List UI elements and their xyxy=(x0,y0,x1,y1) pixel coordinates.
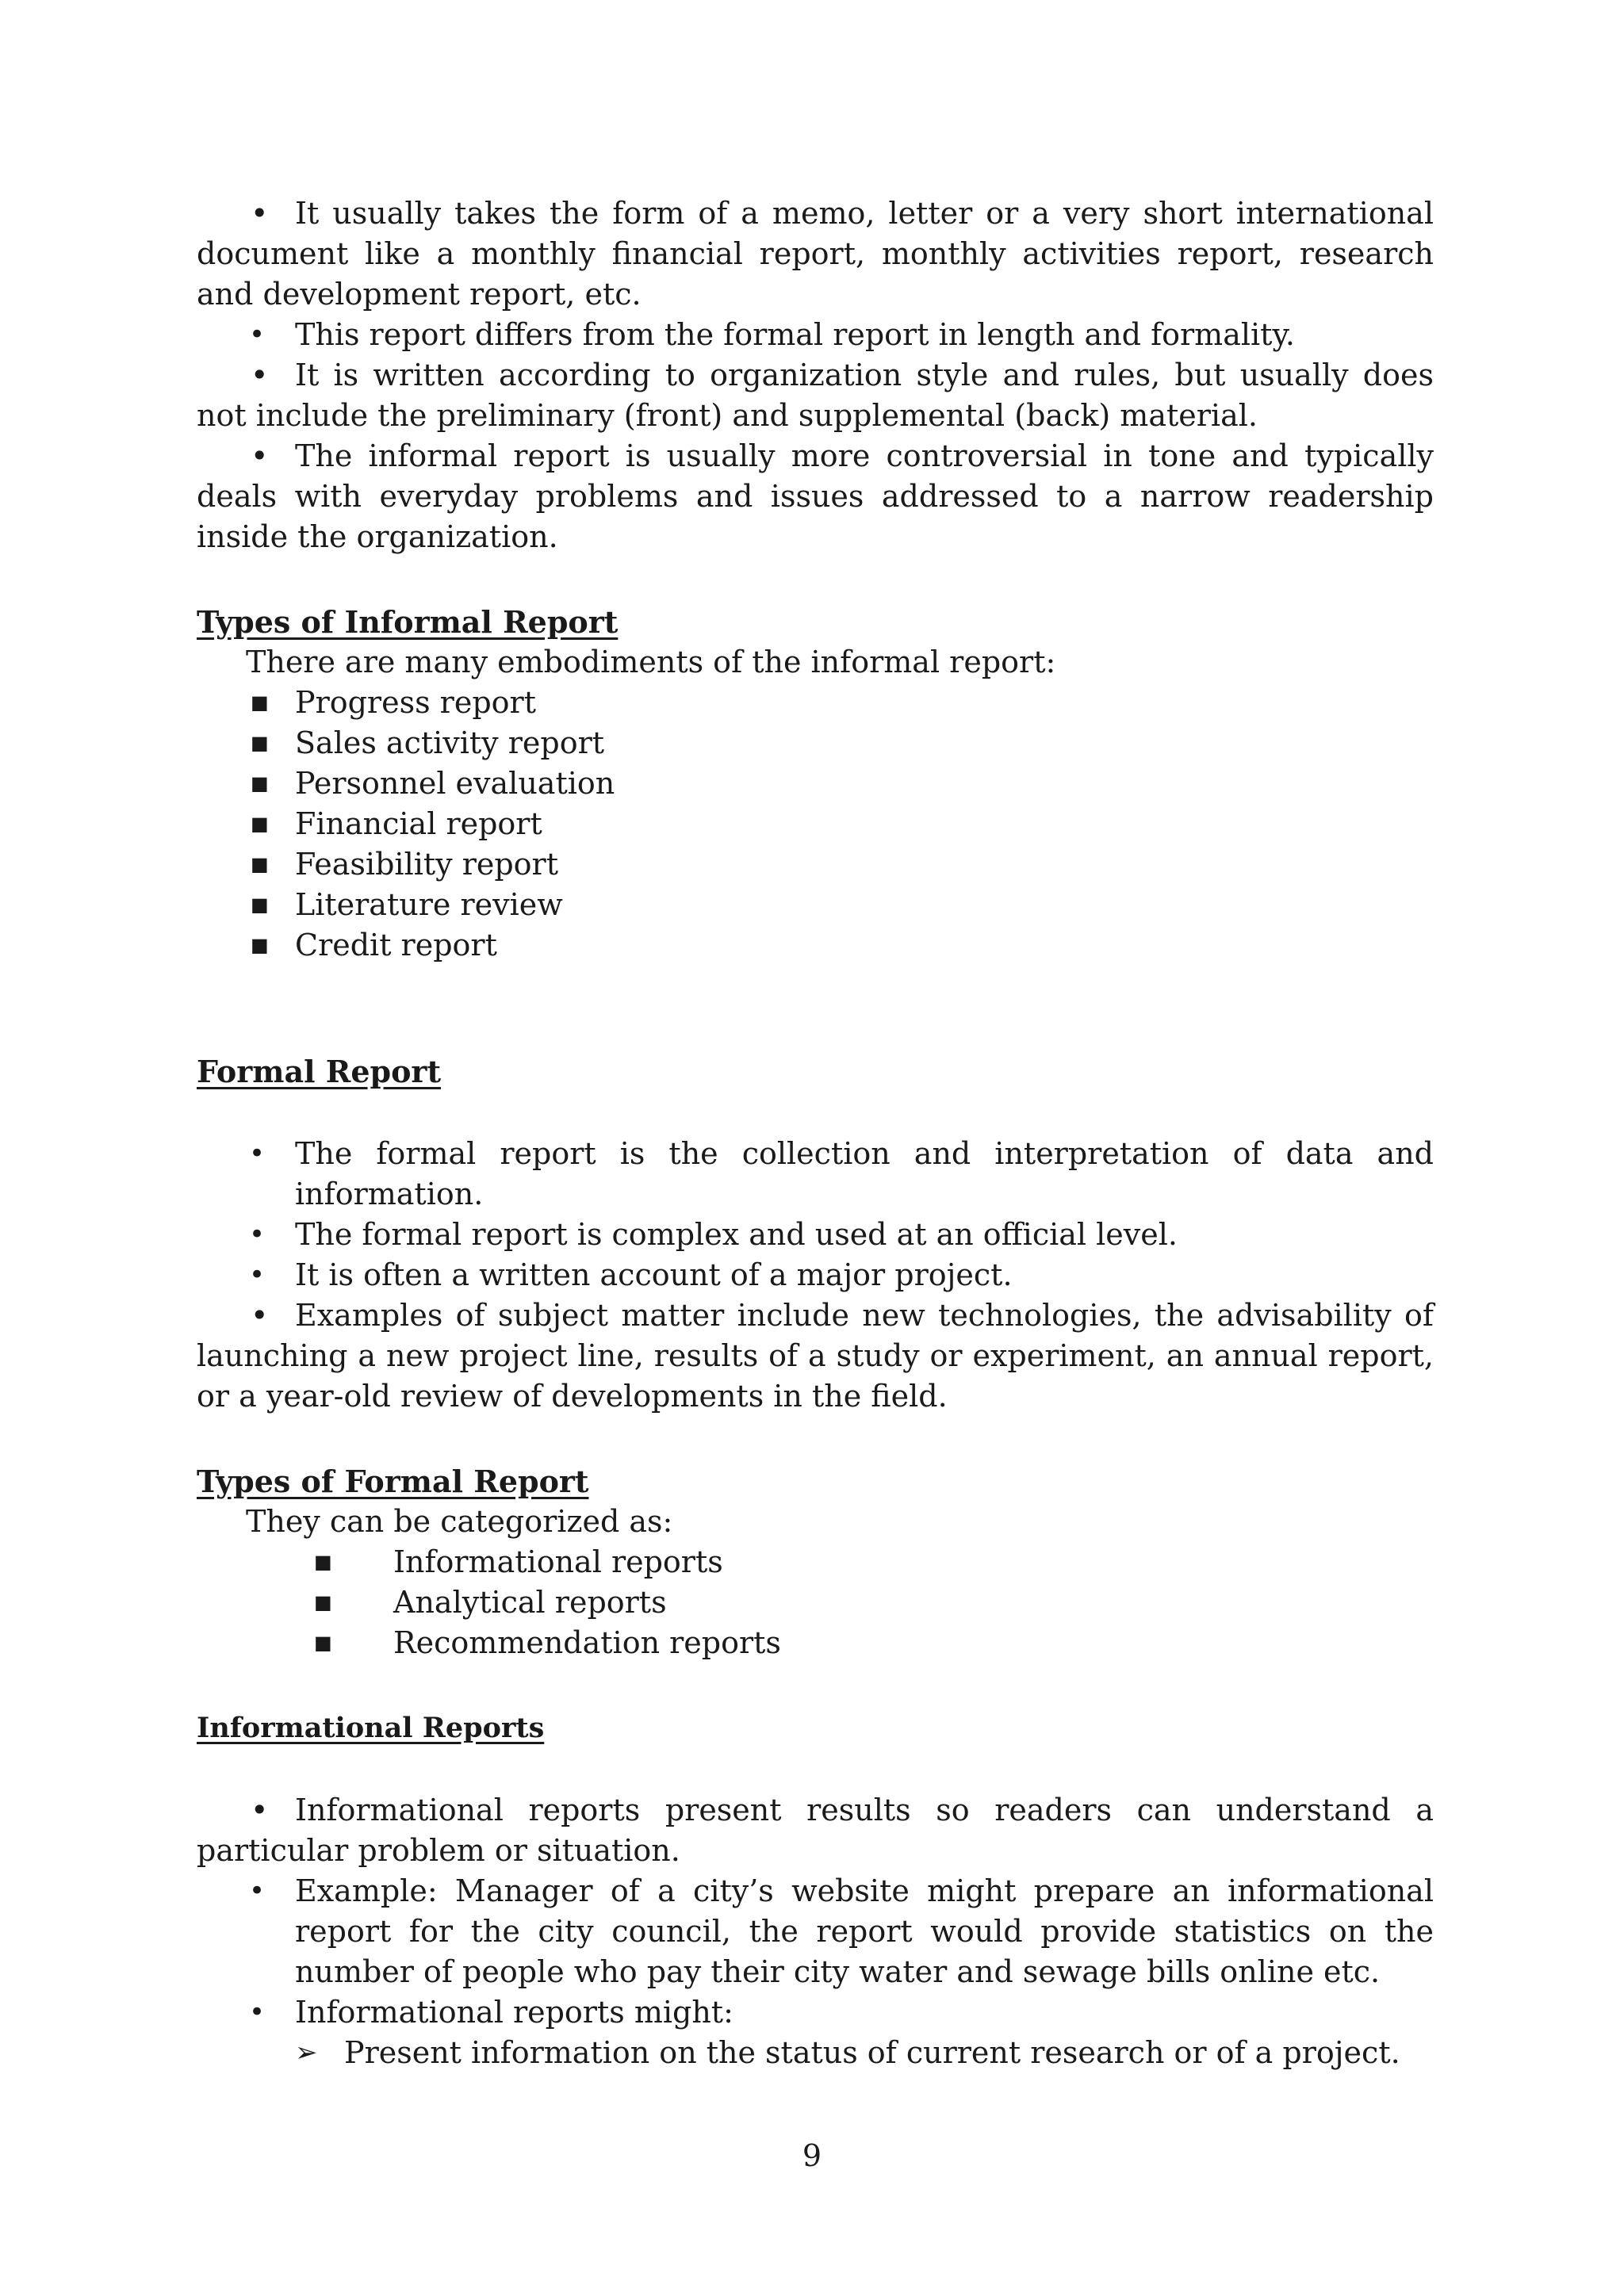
intro-bullet: • This report differs from the formal report in length and formality. xyxy=(197,315,1434,355)
page-number: 9 xyxy=(802,2138,822,2173)
heading-informational-reports: Informational Reports xyxy=(197,1712,545,1744)
heading-formal-report: Formal Report xyxy=(197,1054,442,1089)
intro-bullet: • The informal report is usually more controversial in tone and typically deals with everyday problems and issues addressed to a narrow readership inside the organization. xyxy=(197,436,1434,557)
list-item: ■ Analytical reports xyxy=(197,1582,1434,1623)
list-item: ■ Feasibility report xyxy=(197,844,1434,885)
bullet-icon: • xyxy=(249,319,266,350)
informational-bullet: • Example: Manager of a city’s website might prepare an informational report for the city council, the report would provide statistics on the number of people who pay their city water and sewage bills online etc. xyxy=(197,1871,1434,1992)
intro-bullet: • It usually takes the form of a memo, letter or a very short international document like a monthly financial report, monthly activities report, research and development report, etc. xyxy=(197,193,1434,315)
square-bullet-icon: ■ xyxy=(314,1551,332,1573)
formal-bullet: • The formal report is complex and used at an official level. xyxy=(197,1215,1434,1255)
sub-list-item: ➢ Present information on the status of current research or of a project. xyxy=(197,2033,1434,2073)
list-item: ■ Financial report xyxy=(197,804,1434,844)
list-item: ■ Recommendation reports xyxy=(197,1623,1434,1663)
informational-bullet: • Informational reports might: xyxy=(197,1992,1434,2033)
bullet-icon: • xyxy=(249,1138,266,1169)
formal-bullet: • Examples of subject matter include new technologies, the advisability of launching a new project line, results of a study or experiment, an annual report, or a year-old review of developments in the field. xyxy=(197,1295,1434,1417)
bullet-icon: • xyxy=(249,1996,266,2028)
types-formal-intro: They can be categorized as: xyxy=(246,1504,673,1539)
page-content xyxy=(197,193,1434,2073)
types-informal-intro: There are many embodiments of the informal report: xyxy=(246,645,1056,679)
formal-bullet: • The formal report is the collection and interpretation of data and information. xyxy=(197,1134,1434,1215)
square-bullet-icon: ■ xyxy=(251,691,269,714)
bullet-icon: • xyxy=(249,1259,266,1291)
square-bullet-icon: ■ xyxy=(314,1632,332,1654)
list-item: ■ Personnel evaluation xyxy=(197,763,1434,804)
bullet-icon: • xyxy=(249,1875,266,1907)
square-bullet-icon: ■ xyxy=(251,853,269,875)
heading-types-informal: Types of Informal Report xyxy=(197,604,619,640)
intro-bullet: • It is written according to organization style and rules, but usually does not include the preliminary (front) and supplemental (back) material. xyxy=(197,355,1434,436)
square-bullet-icon: ■ xyxy=(314,1591,332,1613)
list-item: ■ Literature review xyxy=(197,885,1434,925)
square-bullet-icon: ■ xyxy=(251,732,269,754)
list-item: ■ Progress report xyxy=(197,683,1434,723)
formal-bullet: • It is often a written account of a major project. xyxy=(197,1255,1434,1295)
square-bullet-icon: ■ xyxy=(251,813,269,835)
arrow-bullet-icon: ➢ xyxy=(295,2037,318,2068)
square-bullet-icon: ■ xyxy=(251,894,269,916)
list-item: ■ Sales activity report xyxy=(197,723,1434,763)
square-bullet-icon: ■ xyxy=(251,934,269,956)
bullet-icon: • xyxy=(249,1219,266,1250)
heading-types-formal: Types of Formal Report xyxy=(197,1464,589,1499)
list-item: ■ Credit report xyxy=(197,925,1434,966)
list-item: ■ Informational reports xyxy=(197,1542,1434,1582)
square-bullet-icon: ■ xyxy=(251,772,269,794)
informational-bullet: • Informational reports present results so readers can understand a particular problem or situation. xyxy=(197,1790,1434,1871)
